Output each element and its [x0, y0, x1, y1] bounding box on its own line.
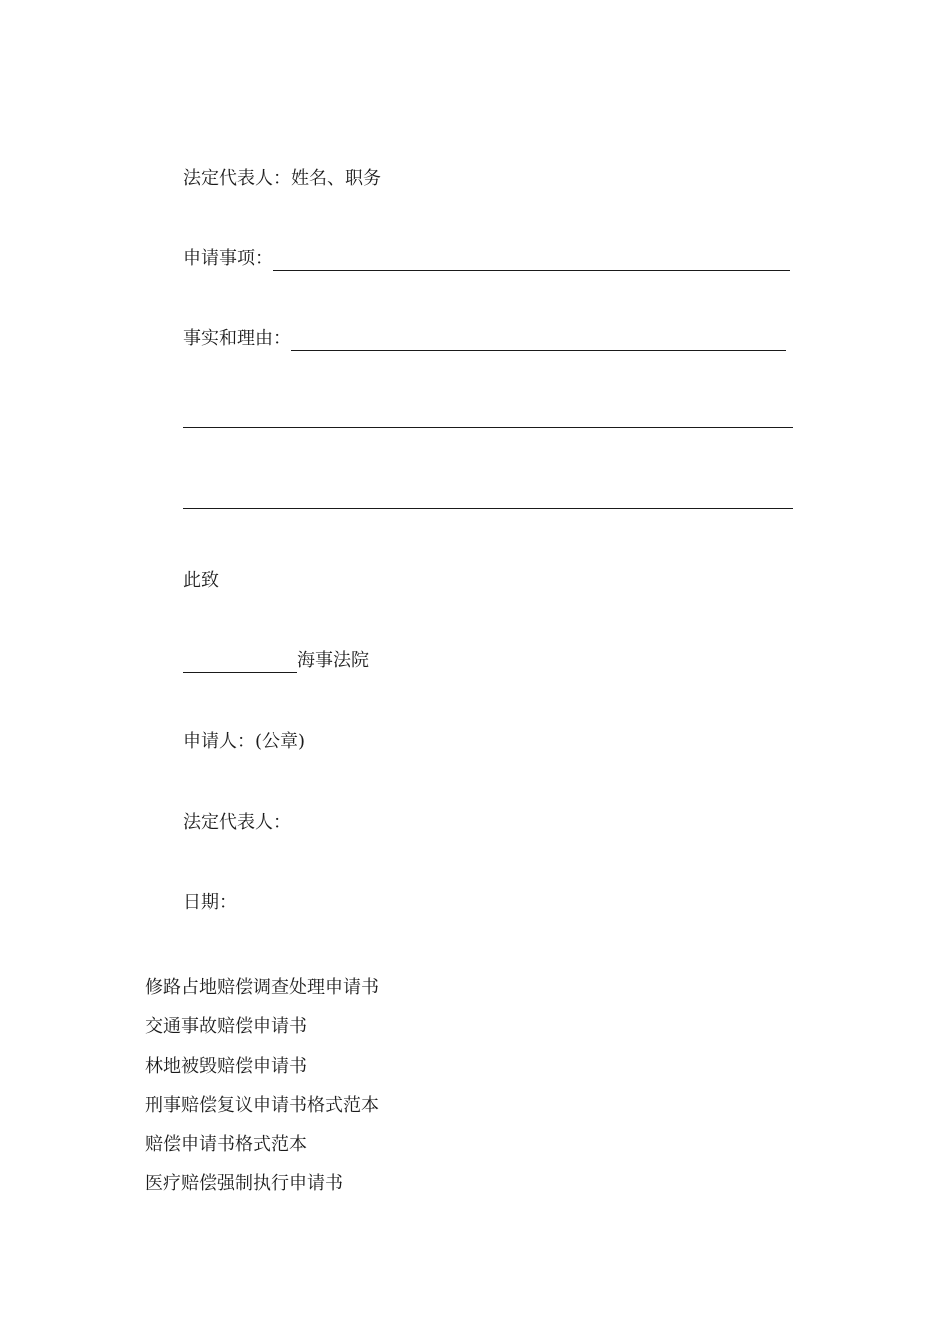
legal-representative-line [183, 166, 381, 192]
date-line [183, 890, 237, 916]
legal-rep-signature-line [183, 810, 291, 836]
legal-rep-signature-label: 法定代表人： [183, 812, 291, 833]
date-label: 日期： [183, 892, 237, 913]
legal-representative-label: 法定代表人：姓名、职务 [183, 168, 381, 189]
closing-greeting-line [183, 568, 219, 594]
court-name-blank[interactable] [183, 652, 297, 673]
applicant-seal-label: 申请人：(公章) [183, 731, 306, 752]
related-links-list [145, 968, 379, 1204]
application-items-blank[interactable] [273, 250, 790, 271]
related-link[interactable]: 交通事故赔偿申请书 [145, 1016, 307, 1038]
related-link[interactable]: 林地被毁赔偿申请书 [145, 1055, 307, 1077]
facts-reasons-line [183, 326, 786, 352]
application-items-line [183, 246, 790, 272]
facts-reasons-blank[interactable] [291, 330, 786, 351]
related-link[interactable]: 赔偿申请书格式范本 [145, 1134, 307, 1156]
court-suffix: 海事法院 [297, 650, 369, 671]
facts-reasons-blank-line-3[interactable] [183, 507, 793, 509]
application-items-label: 申请事项： [183, 248, 273, 269]
applicant-line [183, 729, 305, 755]
court-line [183, 648, 369, 674]
related-link[interactable]: 医疗赔偿强制执行申请书 [145, 1173, 343, 1195]
related-link[interactable]: 刑事赔偿复议申请书格式范本 [145, 1094, 379, 1116]
facts-reasons-blank-line-2[interactable] [183, 426, 793, 428]
closing-greeting: 此致 [183, 570, 219, 591]
related-link[interactable]: 修路占地赔偿调查处理申请书 [145, 977, 379, 998]
facts-reasons-label: 事实和理由： [183, 328, 291, 349]
